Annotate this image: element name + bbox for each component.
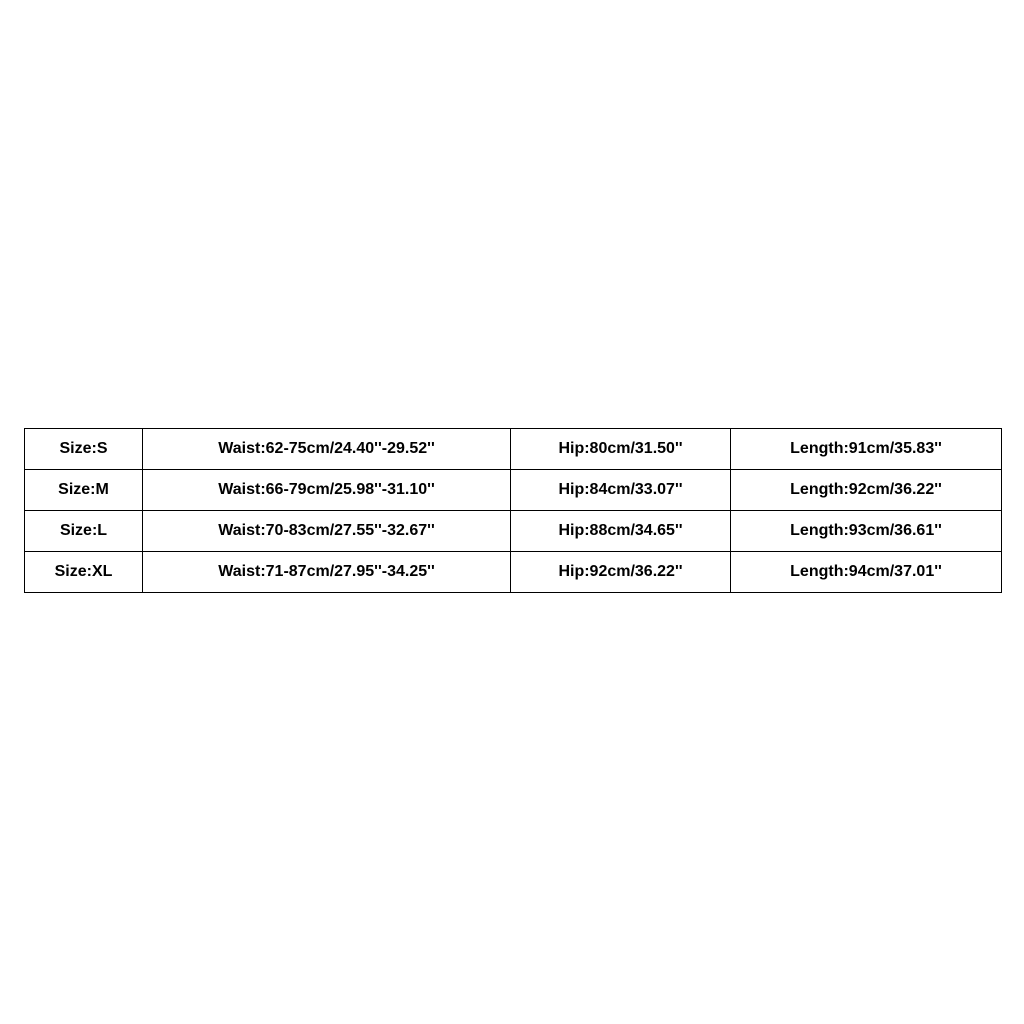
length-cell: Length:91cm/35.83''	[731, 429, 1002, 470]
hip-cell: Hip:88cm/34.65''	[511, 511, 731, 552]
hip-cell: Hip:84cm/33.07''	[511, 470, 731, 511]
hip-cell: Hip:92cm/36.22''	[511, 552, 731, 593]
table-row	[25, 470, 1002, 511]
size-cell: Size:L	[25, 511, 143, 552]
waist-cell: Waist:66-79cm/25.98''-31.10''	[143, 470, 511, 511]
waist-cell: Waist:71-87cm/27.95''-34.25''	[143, 552, 511, 593]
size-cell: Size:M	[25, 470, 143, 511]
size-cell: Size:S	[25, 429, 143, 470]
size-chart-table	[24, 428, 1002, 593]
table-row	[25, 429, 1002, 470]
length-cell: Length:93cm/36.61''	[731, 511, 1002, 552]
table-row	[25, 552, 1002, 593]
table-row	[25, 511, 1002, 552]
length-cell: Length:94cm/37.01''	[731, 552, 1002, 593]
waist-cell: Waist:62-75cm/24.40''-29.52''	[143, 429, 511, 470]
size-cell: Size:XL	[25, 552, 143, 593]
hip-cell: Hip:80cm/31.50''	[511, 429, 731, 470]
waist-cell: Waist:70-83cm/27.55''-32.67''	[143, 511, 511, 552]
length-cell: Length:92cm/36.22''	[731, 470, 1002, 511]
